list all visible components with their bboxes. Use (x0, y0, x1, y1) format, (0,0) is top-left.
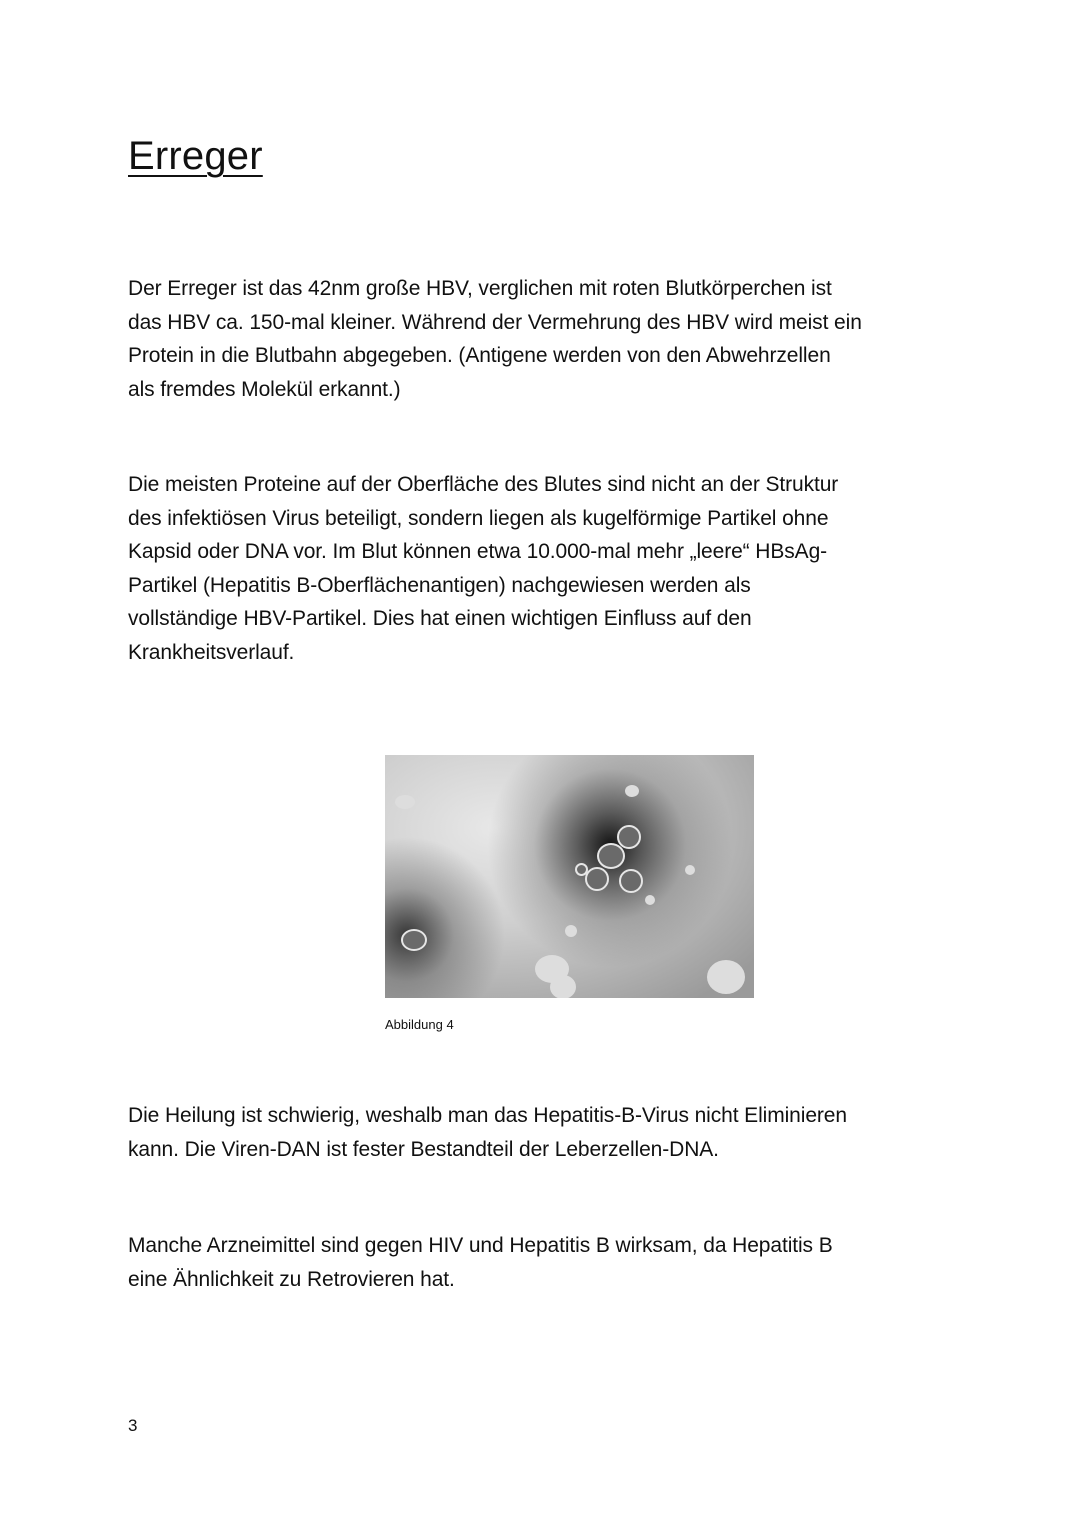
text-line: kann. Die Viren-DAN ist fester Bestandteil der Leberzellen-DNA. (128, 1137, 719, 1161)
text-line: Krankheitsverlauf. (128, 640, 295, 664)
paragraph-2 (128, 468, 838, 669)
figure-caption: Abbildung 4 (385, 1017, 454, 1032)
text-line: Partikel (Hepatitis B-Oberflächenantigen) nachgewiesen werden als (128, 573, 751, 597)
text-line: des infektiösen Virus beteiligt, sondern liegen als kugelförmige Partikel ohne (128, 506, 829, 530)
text-line: Protein in die Blutbahn abgegeben. (Antigene werden von den Abwehrzellen (128, 344, 831, 367)
text-line: eine Ähnlichkeit zu Retrovieren hat. (128, 1267, 455, 1291)
electron-micrograph-image (385, 755, 754, 998)
text-line: vollständige HBV-Partikel. Dies hat einen wichtigen Einfluss auf den (128, 607, 752, 630)
page-heading: Erreger (128, 134, 263, 178)
text-line: Kapsid oder DNA vor. Im Blut können etwa 10.000-mal mehr „leere“ HBsAg- (128, 540, 828, 563)
page-number: 3 (128, 1416, 138, 1435)
text-line: das HBV ca. 150-mal kleiner. Während der Vermehrung des HBV wird meist ein (128, 310, 862, 334)
paragraph-1 (128, 272, 862, 406)
text-line: Manche Arzneimittel sind gegen HIV und Hepatitis B wirksam, da Hepatitis B (128, 1234, 833, 1257)
text-line: Die meisten Proteine auf der Oberfläche des Blutes sind nicht an der Struktur (128, 473, 839, 496)
text-line: Der Erreger ist das 42nm große HBV, verglichen mit roten Blutkörperchen ist (128, 277, 832, 300)
paragraph-3 (128, 1099, 847, 1166)
text-line: Die Heilung ist schwierig, weshalb man das Hepatitis-B-Virus nicht Eliminieren (128, 1104, 847, 1127)
paragraph-4 (128, 1229, 833, 1296)
text-line: als fremdes Molekül erkannt.) (128, 377, 401, 401)
